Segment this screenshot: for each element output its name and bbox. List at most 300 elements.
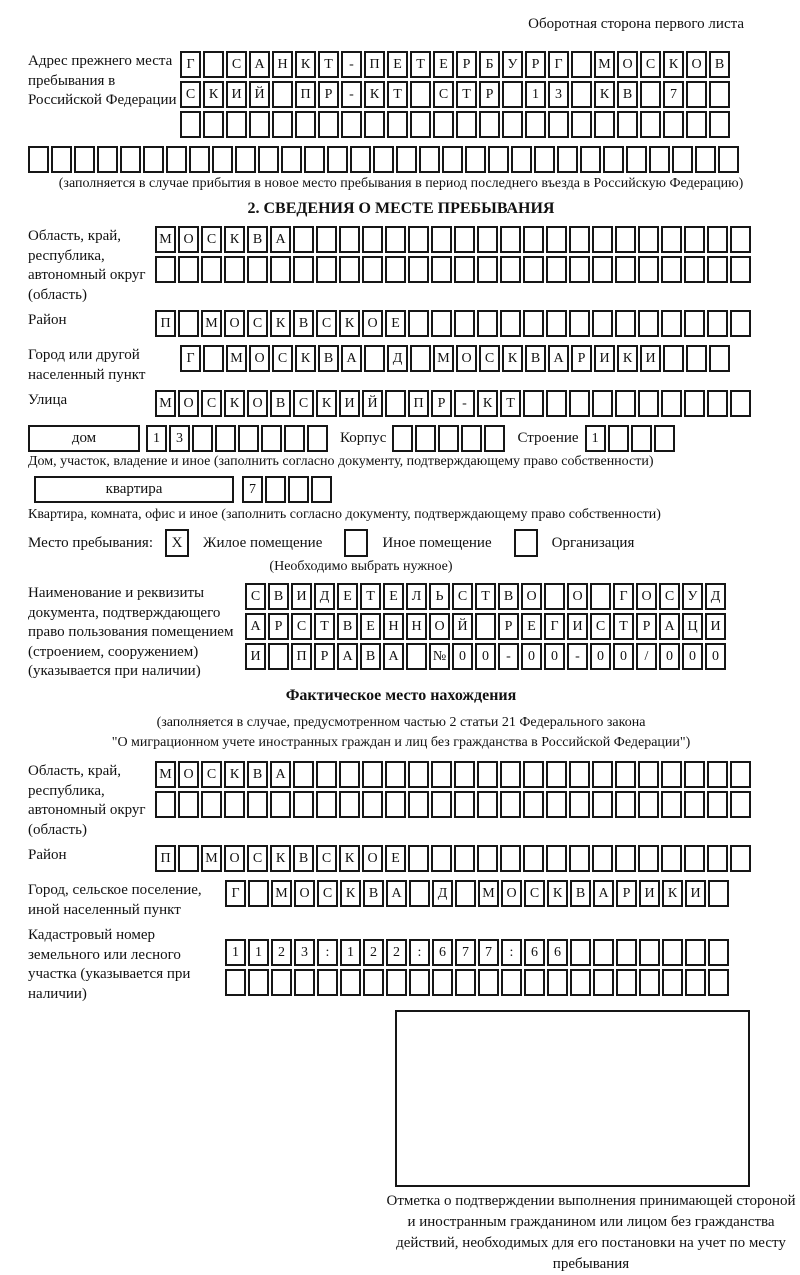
char-cell[interactable] [477, 761, 498, 788]
char-cell[interactable] [525, 111, 546, 138]
char-cell[interactable] [409, 969, 430, 996]
char-cell[interactable] [500, 761, 521, 788]
char-cell[interactable] [569, 761, 590, 788]
stay-type-checkbox-org[interactable] [514, 529, 538, 557]
char-cell[interactable]: С [247, 310, 268, 337]
char-cell[interactable]: С [245, 583, 266, 610]
char-cell[interactable]: 0 [682, 643, 703, 670]
char-cell[interactable]: 3 [294, 939, 315, 966]
char-cell[interactable] [281, 146, 302, 173]
char-cell[interactable]: Ц [682, 613, 703, 640]
char-cell[interactable]: А [249, 51, 270, 78]
char-cell[interactable]: С [272, 345, 293, 372]
char-cell[interactable] [546, 390, 567, 417]
char-cell[interactable] [431, 256, 452, 283]
char-cell[interactable]: 2 [386, 939, 407, 966]
char-cell[interactable]: К [663, 51, 684, 78]
char-cell[interactable] [571, 111, 592, 138]
char-cell[interactable] [340, 969, 361, 996]
char-cell[interactable]: И [339, 390, 360, 417]
char-cell[interactable]: В [498, 583, 519, 610]
char-cell[interactable]: Т [387, 81, 408, 108]
char-cell[interactable]: О [224, 310, 245, 337]
char-cell[interactable] [707, 226, 728, 253]
char-cell[interactable] [615, 845, 636, 872]
char-cell[interactable] [364, 345, 385, 372]
char-cell[interactable] [708, 939, 729, 966]
char-cell[interactable]: С [479, 345, 500, 372]
char-cell[interactable] [415, 425, 436, 452]
char-cell[interactable]: Т [410, 51, 431, 78]
char-cell[interactable]: О [501, 880, 522, 907]
char-cell[interactable]: Е [433, 51, 454, 78]
char-cell[interactable]: Г [225, 880, 246, 907]
char-cell[interactable]: 1 [146, 425, 167, 452]
char-cell[interactable] [592, 791, 613, 818]
char-cell[interactable] [730, 761, 751, 788]
char-cell[interactable] [615, 791, 636, 818]
char-cell[interactable]: В [617, 81, 638, 108]
char-cell[interactable]: А [593, 880, 614, 907]
char-cell[interactable] [672, 146, 693, 173]
char-cell[interactable] [593, 939, 614, 966]
char-cell[interactable]: М [201, 845, 222, 872]
char-cell[interactable] [247, 256, 268, 283]
char-cell[interactable] [178, 791, 199, 818]
char-cell[interactable] [178, 310, 199, 337]
char-cell[interactable] [419, 146, 440, 173]
char-cell[interactable] [431, 761, 452, 788]
char-cell[interactable] [663, 345, 684, 372]
char-cell[interactable]: Т [475, 583, 496, 610]
char-cell[interactable] [639, 939, 660, 966]
char-cell[interactable] [454, 256, 475, 283]
char-cell[interactable]: 1 [585, 425, 606, 452]
char-cell[interactable] [523, 256, 544, 283]
char-cell[interactable]: И [567, 613, 588, 640]
char-cell[interactable] [546, 845, 567, 872]
char-cell[interactable]: О [456, 345, 477, 372]
char-cell[interactable]: В [247, 226, 268, 253]
char-cell[interactable]: С [316, 310, 337, 337]
char-cell[interactable]: Р [571, 345, 592, 372]
char-cell[interactable] [547, 969, 568, 996]
char-cell[interactable] [569, 310, 590, 337]
char-cell[interactable]: К [547, 880, 568, 907]
char-cell[interactable]: Е [385, 845, 406, 872]
char-cell[interactable]: № [429, 643, 450, 670]
char-cell[interactable] [603, 146, 624, 173]
char-cell[interactable]: П [155, 845, 176, 872]
char-cell[interactable] [316, 791, 337, 818]
char-cell[interactable]: Е [337, 583, 358, 610]
char-cell[interactable] [408, 761, 429, 788]
char-cell[interactable] [649, 146, 670, 173]
char-cell[interactable]: Д [432, 880, 453, 907]
char-cell[interactable] [501, 969, 522, 996]
char-cell[interactable] [594, 111, 615, 138]
char-cell[interactable]: : [317, 939, 338, 966]
char-cell[interactable] [180, 111, 201, 138]
char-cell[interactable] [730, 310, 751, 337]
char-cell[interactable]: В [525, 345, 546, 372]
char-cell[interactable] [454, 791, 475, 818]
char-cell[interactable]: : [501, 939, 522, 966]
char-cell[interactable]: Д [705, 583, 726, 610]
char-cell[interactable]: 0 [613, 643, 634, 670]
char-cell[interactable] [684, 791, 705, 818]
char-cell[interactable] [684, 390, 705, 417]
char-cell[interactable] [431, 791, 452, 818]
char-cell[interactable]: С [316, 845, 337, 872]
char-cell[interactable]: С [452, 583, 473, 610]
char-cell[interactable]: 0 [590, 643, 611, 670]
char-cell[interactable]: А [337, 643, 358, 670]
char-cell[interactable]: 1 [225, 939, 246, 966]
char-cell[interactable] [431, 226, 452, 253]
char-cell[interactable] [317, 969, 338, 996]
char-cell[interactable]: М [271, 880, 292, 907]
char-cell[interactable]: М [226, 345, 247, 372]
char-cell[interactable]: О [521, 583, 542, 610]
char-cell[interactable] [592, 761, 613, 788]
char-cell[interactable] [709, 81, 730, 108]
char-cell[interactable] [686, 111, 707, 138]
char-cell[interactable]: О [178, 226, 199, 253]
char-cell[interactable] [477, 226, 498, 253]
char-cell[interactable] [684, 256, 705, 283]
char-cell[interactable]: Т [360, 583, 381, 610]
char-cell[interactable] [284, 425, 305, 452]
char-cell[interactable]: А [270, 226, 291, 253]
char-cell[interactable] [203, 111, 224, 138]
char-cell[interactable] [569, 791, 590, 818]
char-cell[interactable]: Е [521, 613, 542, 640]
char-cell[interactable] [500, 310, 521, 337]
char-cell[interactable]: М [478, 880, 499, 907]
char-cell[interactable] [638, 791, 659, 818]
char-cell[interactable]: Т [318, 51, 339, 78]
char-cell[interactable] [662, 939, 683, 966]
char-cell[interactable] [97, 146, 118, 173]
char-cell[interactable] [442, 146, 463, 173]
char-cell[interactable]: О [249, 345, 270, 372]
char-cell[interactable]: Г [544, 613, 565, 640]
char-cell[interactable]: - [567, 643, 588, 670]
char-cell[interactable] [362, 256, 383, 283]
char-cell[interactable]: А [245, 613, 266, 640]
char-cell[interactable]: К [224, 761, 245, 788]
char-cell[interactable]: В [318, 345, 339, 372]
char-cell[interactable]: У [502, 51, 523, 78]
char-cell[interactable] [640, 111, 661, 138]
char-cell[interactable]: П [364, 51, 385, 78]
char-cell[interactable]: С [291, 613, 312, 640]
char-cell[interactable]: Г [548, 51, 569, 78]
char-cell[interactable] [294, 969, 315, 996]
char-cell[interactable] [479, 111, 500, 138]
char-cell[interactable]: С [201, 390, 222, 417]
char-cell[interactable] [362, 791, 383, 818]
char-cell[interactable] [544, 583, 565, 610]
char-cell[interactable] [663, 111, 684, 138]
char-cell[interactable]: С [317, 880, 338, 907]
char-cell[interactable] [408, 310, 429, 337]
char-cell[interactable] [661, 226, 682, 253]
char-cell[interactable] [178, 256, 199, 283]
char-cell[interactable] [270, 256, 291, 283]
char-cell[interactable] [685, 939, 706, 966]
char-cell[interactable]: П [295, 81, 316, 108]
char-cell[interactable]: Й [452, 613, 473, 640]
char-cell[interactable] [373, 146, 394, 173]
char-cell[interactable] [28, 146, 49, 173]
char-cell[interactable]: Р [456, 51, 477, 78]
char-cell[interactable]: С [201, 761, 222, 788]
char-cell[interactable] [523, 226, 544, 253]
char-cell[interactable] [684, 226, 705, 253]
char-cell[interactable] [580, 146, 601, 173]
char-cell[interactable] [454, 845, 475, 872]
char-cell[interactable] [224, 791, 245, 818]
char-cell[interactable] [707, 256, 728, 283]
char-cell[interactable]: В [293, 845, 314, 872]
char-cell[interactable]: П [291, 643, 312, 670]
char-cell[interactable] [570, 939, 591, 966]
char-cell[interactable] [410, 345, 431, 372]
char-cell[interactable]: Р [636, 613, 657, 640]
char-cell[interactable]: - [341, 51, 362, 78]
char-cell[interactable] [247, 791, 268, 818]
char-cell[interactable]: А [383, 643, 404, 670]
char-cell[interactable] [500, 256, 521, 283]
char-cell[interactable] [316, 256, 337, 283]
char-cell[interactable]: П [155, 310, 176, 337]
char-cell[interactable]: С [659, 583, 680, 610]
char-cell[interactable]: - [341, 81, 362, 108]
char-cell[interactable]: А [548, 345, 569, 372]
char-cell[interactable] [707, 845, 728, 872]
char-cell[interactable]: Л [406, 583, 427, 610]
char-cell[interactable] [438, 425, 459, 452]
char-cell[interactable] [431, 310, 452, 337]
char-cell[interactable] [569, 845, 590, 872]
char-cell[interactable] [523, 845, 544, 872]
char-cell[interactable]: 6 [432, 939, 453, 966]
char-cell[interactable]: 0 [475, 643, 496, 670]
stamp-box[interactable] [395, 1010, 750, 1187]
char-cell[interactable] [155, 791, 176, 818]
char-cell[interactable] [226, 111, 247, 138]
char-cell[interactable] [288, 476, 309, 503]
char-cell[interactable] [631, 425, 652, 452]
char-cell[interactable] [500, 791, 521, 818]
char-cell[interactable]: 6 [524, 939, 545, 966]
char-cell[interactable] [339, 256, 360, 283]
char-cell[interactable] [364, 111, 385, 138]
char-cell[interactable] [546, 761, 567, 788]
char-cell[interactable] [406, 643, 427, 670]
char-cell[interactable] [592, 256, 613, 283]
char-cell[interactable] [318, 111, 339, 138]
char-cell[interactable] [408, 256, 429, 283]
char-cell[interactable] [484, 425, 505, 452]
char-cell[interactable] [615, 390, 636, 417]
char-cell[interactable] [661, 390, 682, 417]
stay-type-checkbox-zhiloe[interactable]: X [165, 529, 189, 557]
char-cell[interactable]: Т [613, 613, 634, 640]
char-cell[interactable]: В [293, 310, 314, 337]
char-cell[interactable] [265, 476, 286, 503]
char-cell[interactable] [617, 111, 638, 138]
char-cell[interactable] [571, 51, 592, 78]
char-cell[interactable]: М [201, 310, 222, 337]
char-cell[interactable] [339, 761, 360, 788]
char-cell[interactable] [454, 761, 475, 788]
char-cell[interactable] [362, 226, 383, 253]
char-cell[interactable] [350, 146, 371, 173]
char-cell[interactable] [409, 880, 430, 907]
char-cell[interactable]: В [363, 880, 384, 907]
char-cell[interactable]: В [360, 643, 381, 670]
char-cell[interactable]: В [709, 51, 730, 78]
char-cell[interactable] [477, 310, 498, 337]
char-cell[interactable]: А [270, 761, 291, 788]
char-cell[interactable]: 2 [271, 939, 292, 966]
char-cell[interactable] [730, 791, 751, 818]
char-cell[interactable] [638, 310, 659, 337]
char-cell[interactable]: О [636, 583, 657, 610]
char-cell[interactable]: К [295, 51, 316, 78]
char-cell[interactable] [707, 390, 728, 417]
char-cell[interactable]: Т [456, 81, 477, 108]
char-cell[interactable]: И [640, 345, 661, 372]
char-cell[interactable] [327, 146, 348, 173]
char-cell[interactable] [363, 969, 384, 996]
char-cell[interactable] [339, 791, 360, 818]
char-cell[interactable]: Е [387, 51, 408, 78]
char-cell[interactable] [684, 845, 705, 872]
char-cell[interactable] [686, 345, 707, 372]
char-cell[interactable] [268, 643, 289, 670]
char-cell[interactable] [465, 146, 486, 173]
char-cell[interactable] [456, 111, 477, 138]
char-cell[interactable]: 0 [659, 643, 680, 670]
char-cell[interactable] [557, 146, 578, 173]
char-cell[interactable] [500, 845, 521, 872]
char-cell[interactable] [387, 111, 408, 138]
char-cell[interactable]: С [180, 81, 201, 108]
char-cell[interactable] [293, 791, 314, 818]
char-cell[interactable]: И [705, 613, 726, 640]
char-cell[interactable]: С [226, 51, 247, 78]
char-cell[interactable]: К [203, 81, 224, 108]
char-cell[interactable] [640, 81, 661, 108]
char-cell[interactable] [408, 226, 429, 253]
char-cell[interactable]: В [337, 613, 358, 640]
char-cell[interactable] [592, 226, 613, 253]
char-cell[interactable]: Т [500, 390, 521, 417]
char-cell[interactable] [488, 146, 509, 173]
char-cell[interactable] [502, 111, 523, 138]
char-cell[interactable]: П [408, 390, 429, 417]
char-cell[interactable] [272, 81, 293, 108]
char-cell[interactable]: Г [180, 345, 201, 372]
char-cell[interactable] [608, 425, 629, 452]
char-cell[interactable] [431, 845, 452, 872]
char-cell[interactable]: К [270, 845, 291, 872]
char-cell[interactable]: Б [479, 51, 500, 78]
char-cell[interactable] [201, 256, 222, 283]
char-cell[interactable]: О [362, 310, 383, 337]
char-cell[interactable] [293, 761, 314, 788]
char-cell[interactable] [454, 226, 475, 253]
char-cell[interactable]: 0 [544, 643, 565, 670]
char-cell[interactable] [432, 969, 453, 996]
char-cell[interactable] [638, 761, 659, 788]
char-cell[interactable] [455, 880, 476, 907]
char-cell[interactable] [362, 761, 383, 788]
char-cell[interactable] [707, 791, 728, 818]
char-cell[interactable]: К [339, 310, 360, 337]
char-cell[interactable]: Й [362, 390, 383, 417]
char-cell[interactable]: О [362, 845, 383, 872]
char-cell[interactable]: О [567, 583, 588, 610]
char-cell[interactable] [408, 791, 429, 818]
char-cell[interactable]: О [178, 390, 199, 417]
char-cell[interactable] [455, 969, 476, 996]
char-cell[interactable]: 3 [169, 425, 190, 452]
char-cell[interactable]: М [155, 390, 176, 417]
char-cell[interactable]: К [339, 845, 360, 872]
char-cell[interactable]: Р [498, 613, 519, 640]
char-cell[interactable] [385, 256, 406, 283]
char-cell[interactable] [120, 146, 141, 173]
char-cell[interactable] [461, 425, 482, 452]
char-cell[interactable] [212, 146, 233, 173]
char-cell[interactable] [248, 969, 269, 996]
char-cell[interactable]: Р [268, 613, 289, 640]
char-cell[interactable] [661, 310, 682, 337]
char-cell[interactable] [502, 81, 523, 108]
char-cell[interactable]: К [594, 81, 615, 108]
char-cell[interactable] [270, 791, 291, 818]
char-cell[interactable]: Е [385, 310, 406, 337]
char-cell[interactable]: Й [249, 81, 270, 108]
char-cell[interactable]: Р [616, 880, 637, 907]
stay-type-checkbox-inoe[interactable] [344, 529, 368, 557]
char-cell[interactable]: К [295, 345, 316, 372]
char-cell[interactable] [477, 256, 498, 283]
char-cell[interactable]: В [247, 761, 268, 788]
char-cell[interactable]: К [270, 310, 291, 337]
char-cell[interactable] [639, 969, 660, 996]
char-cell[interactable] [571, 81, 592, 108]
char-cell[interactable]: С [640, 51, 661, 78]
char-cell[interactable]: К [617, 345, 638, 372]
char-cell[interactable] [51, 146, 72, 173]
char-cell[interactable]: Н [272, 51, 293, 78]
char-cell[interactable]: О [429, 613, 450, 640]
char-cell[interactable] [592, 310, 613, 337]
char-cell[interactable]: В [268, 583, 289, 610]
char-cell[interactable]: - [498, 643, 519, 670]
char-cell[interactable] [215, 425, 236, 452]
char-cell[interactable] [626, 146, 647, 173]
char-cell[interactable]: М [433, 345, 454, 372]
char-cell[interactable] [730, 845, 751, 872]
char-cell[interactable]: М [155, 761, 176, 788]
